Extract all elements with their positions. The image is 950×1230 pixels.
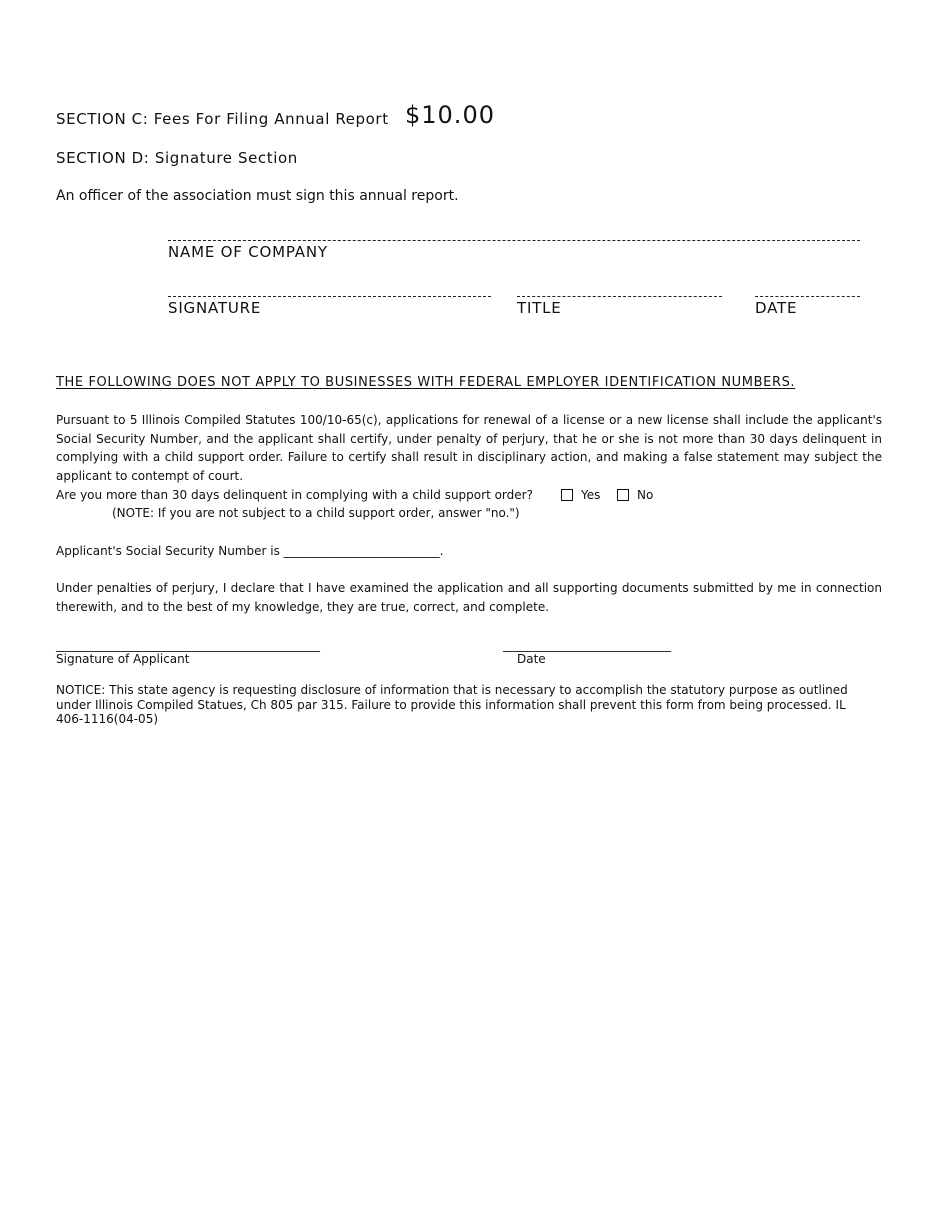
company-name-line[interactable] [168,240,860,241]
no-checkbox[interactable] [617,489,629,501]
filing-fee-amount: $10.00 [405,101,495,129]
fein-exemption-heading: THE FOLLOWING DOES NOT APPLY TO BUSINESSES WITH FEDERAL EMPLOYER IDENTIFICATION NUMBERS. [56,375,796,390]
ssn-field-line[interactable]: Applicant's Social Security Number is __________________________. [56,544,444,558]
officer-date-line[interactable] [755,296,860,297]
disclosure-notice: NOTICE: This state agency is requesting disclosure of information that is necessary to accomplish the statutory purpose as outlined under Illinois Compiled Statues, Ch 805 par 315. Failure to provide this information shall prevent this form from being processed. IL 406-1116(04-05) [56,683,848,726]
applicant-signature-label: Signature of Applicant [56,652,190,666]
applicant-signature-line[interactable]: ____________________________________________ [56,638,320,652]
yes-checkbox[interactable] [561,489,573,501]
officer-title-label: TITLE [517,299,562,317]
section-d-heading: SECTION D: Signature Section [56,149,298,167]
perjury-paragraph: Under penalties of perjury, I declare that I have examined the application and all supporting documents submitted by me in connection therewith, and to the best of my knowledge, they are true, correct, and complete. [56,581,882,614]
section-c-heading: SECTION C: Fees For Filing Annual Report [56,110,389,128]
child-support-question-note: (NOTE: If you are not subject to a child support order, answer "no.") [112,506,520,520]
officer-date-label: DATE [755,299,798,317]
applicant-date-label: Date [517,652,546,666]
officer-title-line[interactable] [517,296,722,297]
applicant-date-line[interactable]: ____________________________ [503,638,671,652]
officer-signature-label: SIGNATURE [168,299,262,317]
company-name-label: NAME OF COMPANY [168,243,328,261]
no-label: No [637,488,654,502]
yes-label: Yes [581,488,601,502]
officer-signature-line[interactable] [168,296,491,297]
statute-paragraph: Pursuant to 5 Illinois Compiled Statutes 100/10-65(c), applications for renewal of a license or a new license shall include the applicant's Social Security Number, and the applicant shall certify, under penalty of perjury, that he or she is not more than 30 days delinquent in complying with a child support order. Failure to certify shall result in disciplinary action, and making a false statement may subject the applicant to contempt of court. [56,413,882,483]
child-support-question: Are you more than 30 days delinquent in complying with a child support order? [56,488,533,502]
officer-instruction: An officer of the association must sign this annual report. [56,188,459,204]
